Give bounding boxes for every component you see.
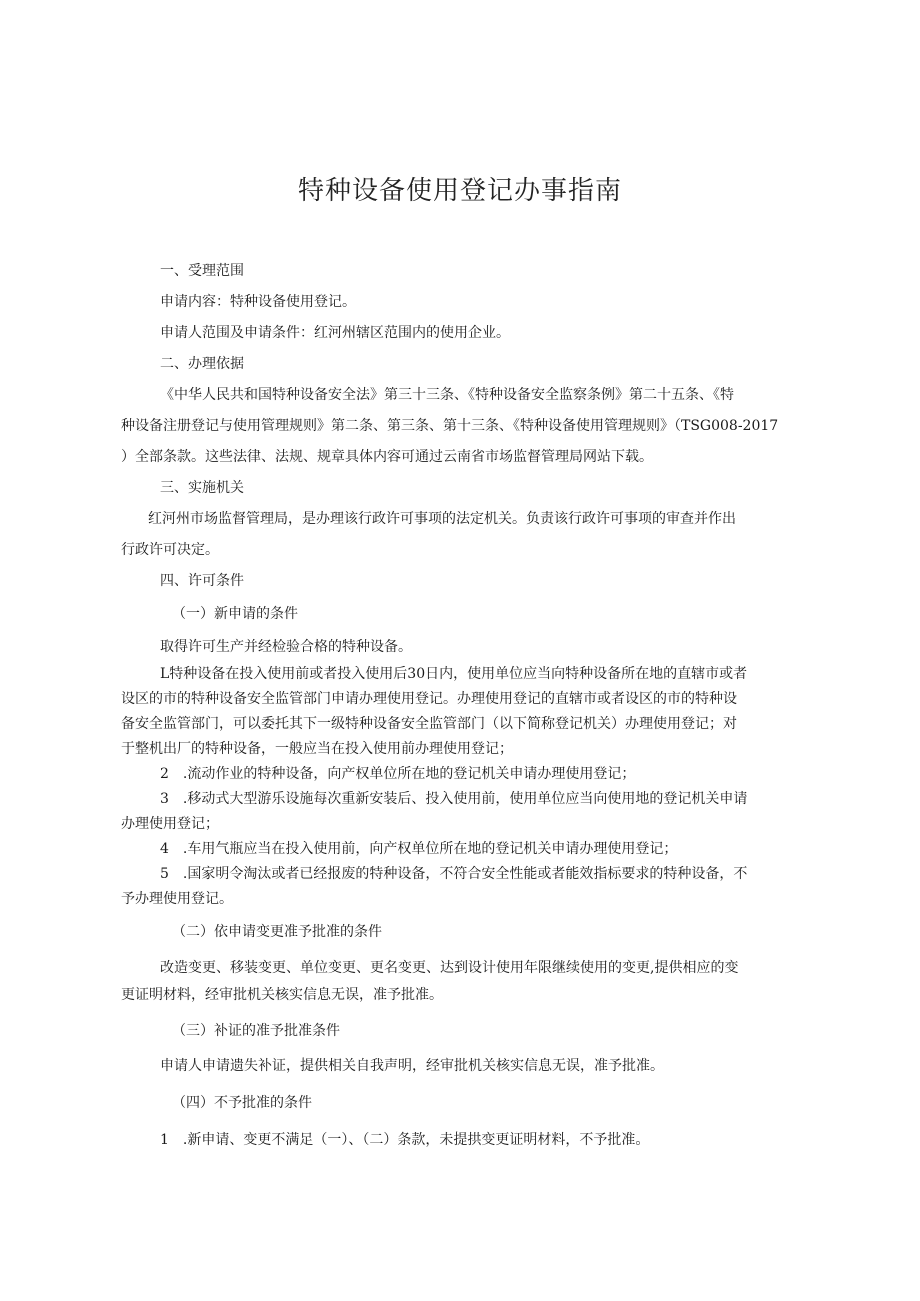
- agency-line-1: 红河州市场监督管理局，是办理该行政许可事项的法定机关。负责该行政许可事项的审查并作出: [148, 511, 736, 527]
- agency-line-2: 行政许可决定。: [121, 542, 219, 558]
- sub1-heading: （一）新申请的条件: [172, 606, 298, 622]
- sub4-heading: （四）不予批准的条件: [172, 1095, 312, 1111]
- basis-line-2: 种设备注册登记与使用管理规则》第二条、第三条、第十三条、《特种设备使用管理规则》（TSG008-2017: [121, 418, 779, 434]
- sub1-item1-line4: 于整机出厂的特种设备，一般应当在投入使用前办理使用登记；: [121, 741, 513, 757]
- application-content: 申请内容：特种设备使用登记。: [160, 294, 356, 310]
- sub2-line1: 改造变更、移装变更、单位变更、更名变更、达到设计使用年限继续使用的变更,提供相应的变: [160, 960, 739, 976]
- sub1-item3-line1: 3 .移动式大型游乐设施每次重新安装后、投入使用前，使用单位应当向使用地的登记机关申请: [160, 791, 748, 807]
- sub1-item4: 4 .车用气瓶应当在投入使用前，向产权单位所在地的登记机关申请办理使用登记；: [160, 841, 678, 857]
- section3-heading: 三、实施机关: [160, 480, 244, 496]
- sub3-text: 申请人申请遗失补证，提供相关自我声明，经审批机关核实信息无误，准予批准。: [160, 1058, 664, 1074]
- applicant-scope: 申请人范围及申请条件：红河州辖区范围内的使用企业。: [160, 325, 510, 341]
- sub1-item2: 2 .流动作业的特种设备，向产权单位所在地的登记机关申请办理使用登记；: [160, 766, 636, 782]
- sub1-item5-line1: 5 .国家明令淘汰或者已经报废的特种设备，不符合安全性能或者能效指标要求的特种设备，不: [160, 866, 748, 882]
- sub1-intro: 取得许可生产并经检验合格的特种设备。: [160, 639, 412, 655]
- section1-heading: 一、受理范围: [160, 263, 244, 279]
- sub1-item1-line3: 备安全监管部门，可以委托其下一级特种设备安全监管部门（以下简称登记机关）办理使用登记；对: [121, 716, 737, 732]
- sub1-item1-line1: L特种设备在投入使用前或者投入使用后30日内，使用单位应当向特种设备所在地的直辖市或者: [160, 666, 748, 682]
- sub1-item3-line2: 办理使用登记；: [121, 816, 219, 832]
- sub4-item1: 1 .新申请、变更不满足（一）、（二）条款，未提拱变更证明材料，不予批准。: [160, 1132, 650, 1148]
- sub1-item1-line2: 设区的市的特种设备安全监管部门申请办理使用登记。办理使用登记的直辖市或者设区的市的特种设: [121, 691, 737, 707]
- basis-line-1: 《中华人民共和国特种设备安全法》第三十三条、《特种设备安全监察条例》第二十五条、《特: [160, 387, 734, 403]
- page-title: 特种设备使用登记办事指南: [297, 176, 622, 206]
- basis-line-3: ）全部条款。这些法律、法规、规章具体内容可通过云南省市场监督管理局网站下载。: [121, 449, 653, 465]
- sub2-line2: 更证明材料，经审批机关核实信息无误，准予批准。: [121, 987, 443, 1003]
- sub2-heading: （二）依申请变更准予批准的条件: [172, 924, 382, 940]
- sub1-item5-line2: 予办理使用登记。: [121, 891, 233, 907]
- sub3-heading: （三）补证的准予批准条件: [172, 1023, 340, 1039]
- section2-heading: 二、办理依据: [160, 356, 244, 372]
- section4-heading: 四、许可条件: [160, 573, 244, 589]
